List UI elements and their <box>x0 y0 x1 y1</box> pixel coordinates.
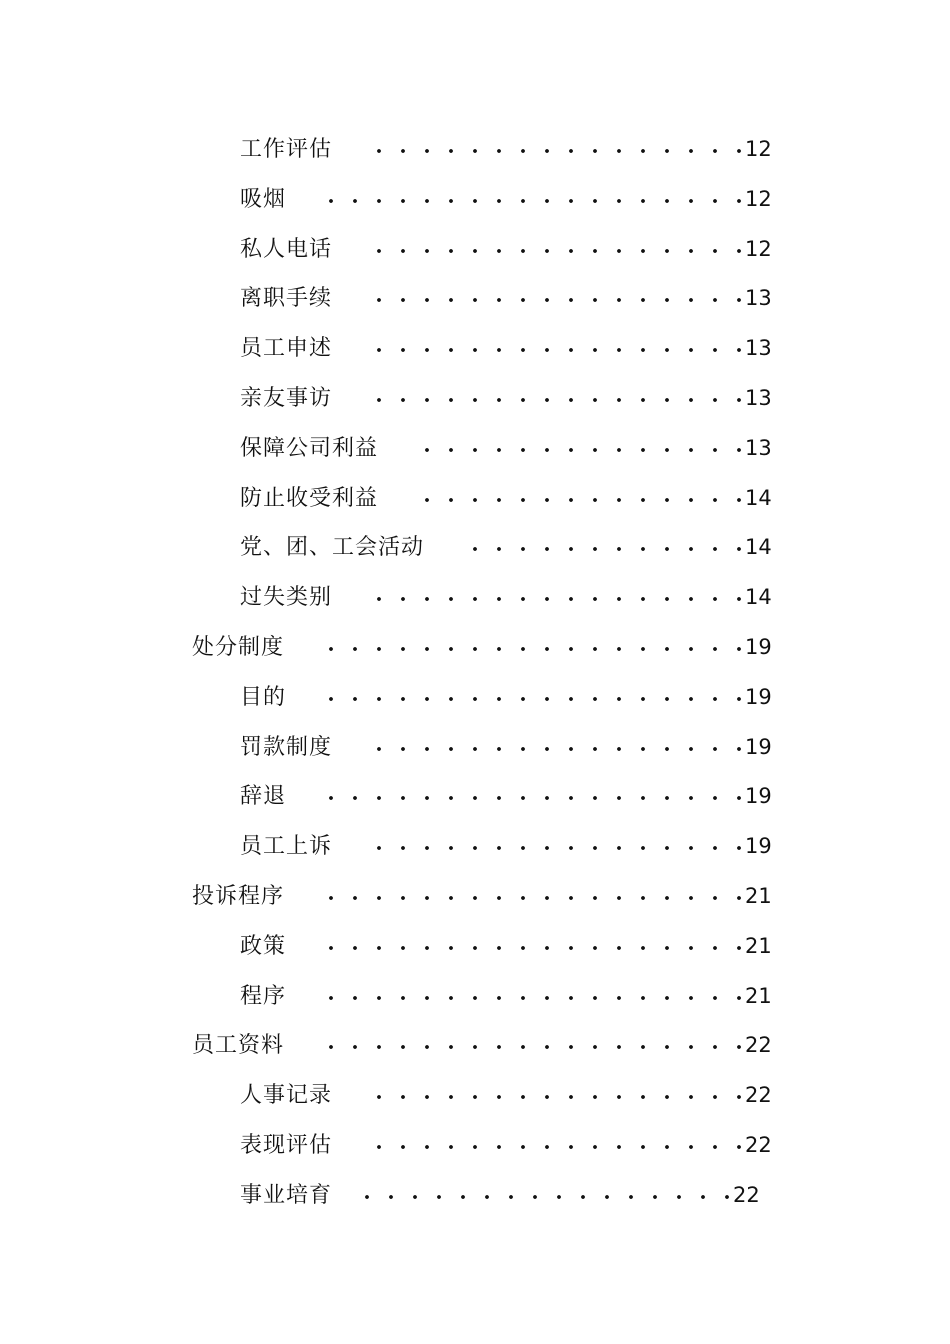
toc-section-entry[interactable] <box>0 1021 950 1071</box>
toc-entry-title: 离职手续 <box>240 286 333 312</box>
toc-entry[interactable] <box>0 723 950 773</box>
toc-entry-title: 程序 <box>240 983 287 1009</box>
dot-leader <box>377 1095 741 1099</box>
dot-leader <box>329 1045 741 1049</box>
toc-entry-page: 13 <box>745 435 772 460</box>
dot-leader <box>329 199 741 203</box>
toc-entry-page: 13 <box>745 385 772 410</box>
toc-entry-page: 13 <box>745 336 772 361</box>
toc-entry-page: 12 <box>745 186 772 211</box>
toc-entry-title: 防止收受利益 <box>240 485 379 511</box>
toc-entry-title: 吸烟 <box>240 186 287 212</box>
toc-entry-title: 私人电话 <box>240 236 333 262</box>
toc-section-entry[interactable] <box>0 623 950 673</box>
toc-entry[interactable] <box>0 274 950 324</box>
toc-entry-page: 14 <box>745 485 772 510</box>
toc-entry[interactable] <box>0 424 950 474</box>
toc-entry-page: 22 <box>733 1182 760 1207</box>
dot-leader <box>473 547 741 551</box>
table-of-contents <box>0 125 950 1221</box>
toc-entry[interactable] <box>0 474 950 524</box>
dot-leader <box>365 1195 729 1199</box>
toc-entry-page: 12 <box>745 236 772 261</box>
toc-section-entry[interactable] <box>0 872 950 922</box>
toc-entry-title: 表现评估 <box>240 1132 333 1158</box>
dot-leader <box>377 149 741 153</box>
toc-entry[interactable] <box>0 225 950 275</box>
toc-entry-page: 14 <box>745 585 772 610</box>
dot-leader <box>329 796 741 800</box>
toc-entry-title: 过失类别 <box>240 585 333 611</box>
dot-leader <box>425 498 741 502</box>
toc-entry-title: 辞退 <box>240 784 287 810</box>
toc-entry-page: 14 <box>745 535 772 560</box>
dot-leader <box>377 1145 741 1149</box>
dot-leader <box>377 348 741 352</box>
toc-entry-title: 员工上诉 <box>240 834 333 860</box>
dot-leader <box>329 946 741 950</box>
toc-entry-title: 罚款制度 <box>240 734 333 760</box>
toc-entry-title: 投诉程序 <box>192 883 285 909</box>
toc-entry-title: 目的 <box>240 684 287 710</box>
toc-entry-title: 员工资料 <box>192 1033 285 1059</box>
dot-leader <box>377 597 741 601</box>
toc-entry[interactable] <box>0 523 950 573</box>
dot-leader <box>329 996 741 1000</box>
dot-leader <box>425 448 741 452</box>
toc-entry-page: 19 <box>745 684 772 709</box>
toc-entry[interactable] <box>0 324 950 374</box>
dot-leader <box>377 249 741 253</box>
toc-entry[interactable] <box>0 772 950 822</box>
toc-entry-page: 21 <box>745 983 772 1008</box>
toc-entry-title: 政策 <box>240 933 287 959</box>
toc-entry-page: 12 <box>745 137 772 161</box>
toc-entry-title: 人事记录 <box>240 1083 333 1109</box>
toc-entry[interactable] <box>0 1171 950 1221</box>
toc-entry-title: 处分制度 <box>192 634 285 660</box>
toc-entry-title: 保障公司利益 <box>240 435 379 461</box>
dot-leader <box>329 896 741 900</box>
dot-leader <box>377 398 741 402</box>
toc-entry[interactable] <box>0 1071 950 1121</box>
toc-entry[interactable] <box>0 922 950 972</box>
dot-leader <box>377 846 741 850</box>
dot-leader <box>329 647 741 651</box>
toc-entry-page: 19 <box>745 634 772 659</box>
toc-entry-page: 21 <box>745 883 772 908</box>
toc-entry[interactable] <box>0 1121 950 1171</box>
toc-entry[interactable] <box>0 374 950 424</box>
toc-entry-title: 员工申述 <box>240 336 333 362</box>
toc-entry-title: 事业培育 <box>240 1182 333 1208</box>
toc-entry-page: 19 <box>745 734 772 759</box>
toc-entry-page: 22 <box>745 1033 772 1058</box>
toc-entry-page: 21 <box>745 933 772 958</box>
dot-leader <box>377 747 741 751</box>
dot-leader <box>329 697 741 701</box>
toc-entry[interactable] <box>0 125 950 175</box>
toc-entry-title: 工作评估 <box>240 137 333 162</box>
toc-entry[interactable] <box>0 822 950 872</box>
dot-leader <box>377 298 741 302</box>
toc-entry-title: 党、团、工会活动 <box>240 535 425 561</box>
toc-entry[interactable] <box>0 673 950 723</box>
toc-entry-page: 13 <box>745 286 772 311</box>
toc-entry[interactable] <box>0 972 950 1022</box>
toc-entry-title: 亲友事访 <box>240 385 333 411</box>
toc-entry[interactable] <box>0 175 950 225</box>
toc-entry-page: 22 <box>745 1083 772 1108</box>
toc-entry-page: 19 <box>745 834 772 859</box>
toc-entry[interactable] <box>0 573 950 623</box>
toc-entry-page: 22 <box>745 1132 772 1157</box>
toc-entry-page: 19 <box>745 784 772 809</box>
